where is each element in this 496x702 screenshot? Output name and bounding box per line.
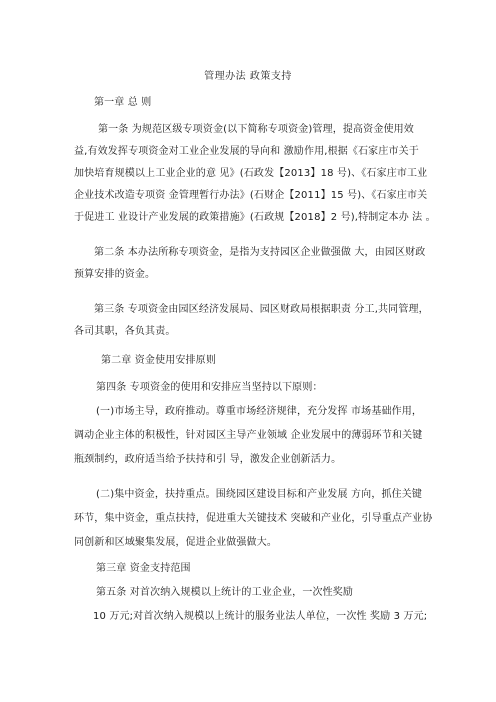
text-line: 第四条 专项资金的使用和安排应当坚持以下原则： xyxy=(96,382,323,393)
text-line: 环节，集中资金，重点扶持，促进重大关键技术 突破和产业化，引导重点产业协 xyxy=(74,513,433,524)
text-line: 于促进工 业设计产业发展的政策措施》(石政规【2018】2 号),特制定本办 法 。 xyxy=(74,212,436,223)
chapter-3-heading: 第三章 资金支持范围 xyxy=(96,563,191,574)
text-line: 企业技术改造专项资 金管理暂行办法》(石财企【2011】15 号)、《石家庄市关 xyxy=(74,190,428,201)
text-line: 益,有效发挥专项资金对工业企业发展的导向和 激励作用,根据《石家庄市关于 xyxy=(74,146,419,157)
chapter-2-heading: 第二章 资金使用安排原则 xyxy=(101,355,216,366)
chapter-1-heading: 第一章 总 则 xyxy=(94,97,152,108)
text-line: 瓶颈制约，政府适当给予扶持和引 导，激发企业创新活力。 xyxy=(74,454,342,465)
text-line: 第一条 为规范区级专项资金(以下简称专项资金)管理，提高资金使用效 xyxy=(98,124,414,135)
text-line: 加快培育规模以上工业企业的意 见》(石政发【2013】18 号)、《石家庄市工业 xyxy=(74,168,428,179)
text-line: 第二条 本办法所称专项资金，是指为支持园区企业做强做 大，由园区财政 xyxy=(94,247,426,258)
text-line: 各司其职，各负其责。 xyxy=(74,326,176,337)
text-line: (二)集中资金，扶持重点。围绕园区建设目标和产业发展 方向，抓住关键 xyxy=(96,489,423,500)
text-line: 第三条 专项资金由园区经济发展局、园区财政局根据职责 分工,共同管理， xyxy=(94,304,429,315)
text-line: 同创新和区域聚集发展，促进企业做强做大。 xyxy=(74,537,277,548)
text-line: 10 万元;对首次纳入规模以上统计的服务业法人单位，一次性 奖励 3 万元; xyxy=(93,611,428,622)
text-line: 预算安排的资金。 xyxy=(74,269,156,280)
text-line: 调动企业主体的积极性，针对园区主导产业领域 企业发展中的薄弱环节和关键 xyxy=(74,430,423,441)
text-line: (一)市场主导，政府推动。尊重市场经济规律，充分发挥 市场基础作用， xyxy=(96,406,423,417)
document-title: 管理办法 政策支持 xyxy=(204,71,292,82)
text-line: 第五条 对首次纳入规模以上统计的工业企业，一次性奖励 xyxy=(96,587,354,598)
